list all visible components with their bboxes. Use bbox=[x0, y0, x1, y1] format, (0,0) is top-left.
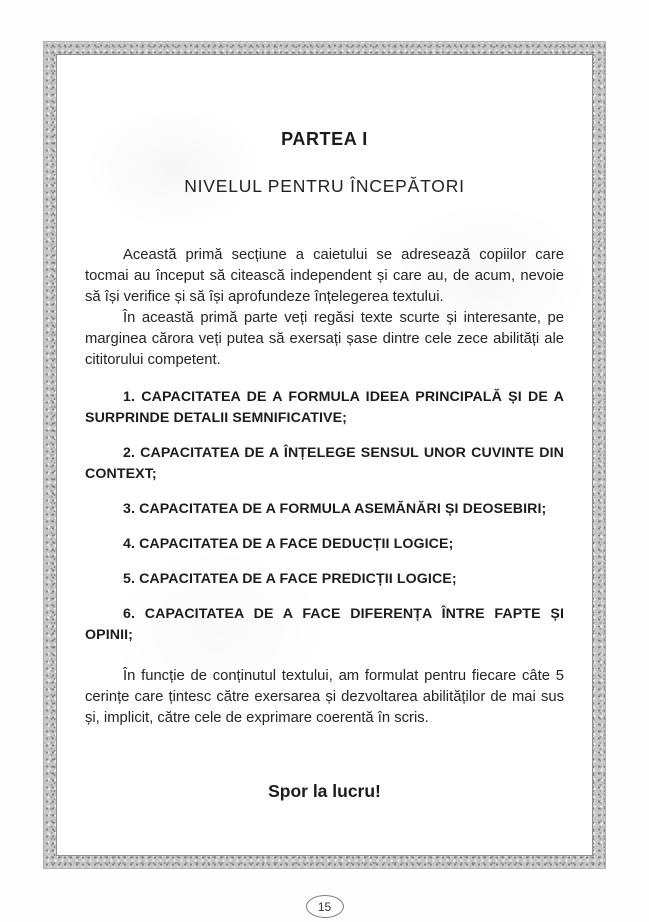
decorative-speckled-border bbox=[44, 42, 605, 868]
page-subtitle: NIVELUL PENTRU ÎNCEPĂTORI bbox=[184, 176, 465, 196]
page-content bbox=[57, 55, 592, 855]
page-number: 15 bbox=[317, 899, 332, 914]
intro-paragraph: În această primă parte veți regăsi texte scurte și interesante, pe marginea cărora veți putea să exersați șase dintre cele zece abilități ale cititorului competent. bbox=[85, 310, 564, 368]
abilities-list bbox=[85, 387, 564, 646]
intro-paragraphs bbox=[85, 245, 564, 371]
page-title: PARTEA I bbox=[281, 129, 368, 149]
list-item: 1. CAPACITATEA DE A FORMULA IDEEA PRINCIPALĂ ȘI DE A SURPRINDE DETALII SEMNIFICATIVE; bbox=[85, 389, 564, 426]
closing-paragraph: În funcție de conținutul textului, am formulat pentru fiecare câte 5 cerințe care țintesc către exersarea și dezvoltarea abilităților de mai sus și, implicit, către cele de exprimare coerentă în scris. bbox=[85, 668, 564, 726]
list-item: 6. CAPACITATEA DE A FACE DIFERENȚA ÎNTRE FAPTE ȘI OPINII; bbox=[85, 606, 564, 643]
intro-paragraph: Această primă secțiune a caietului se adresează copiilor care tocmai au început să citească independent și care au, de acum, nevoie să își verifice și să își aprofundeze înțelegerea textului. bbox=[85, 247, 564, 305]
page-number-badge bbox=[306, 895, 344, 918]
list-item: 4. CAPACITATEA DE A FACE DEDUCȚII LOGICE; bbox=[123, 536, 454, 552]
list-item: 5. CAPACITATEA DE A FACE PREDICȚII LOGICE; bbox=[123, 571, 457, 587]
closing-exclamation: Spor la lucru! bbox=[268, 781, 381, 801]
list-item: 3. CAPACITATEA DE A FORMULA ASEMĂNĂRI ȘI DEOSEBIRI; bbox=[123, 501, 547, 517]
list-item: 2. CAPACITATEA DE A ÎNȚELEGE SENSUL UNOR CUVINTE DIN CONTEXT; bbox=[85, 445, 564, 482]
